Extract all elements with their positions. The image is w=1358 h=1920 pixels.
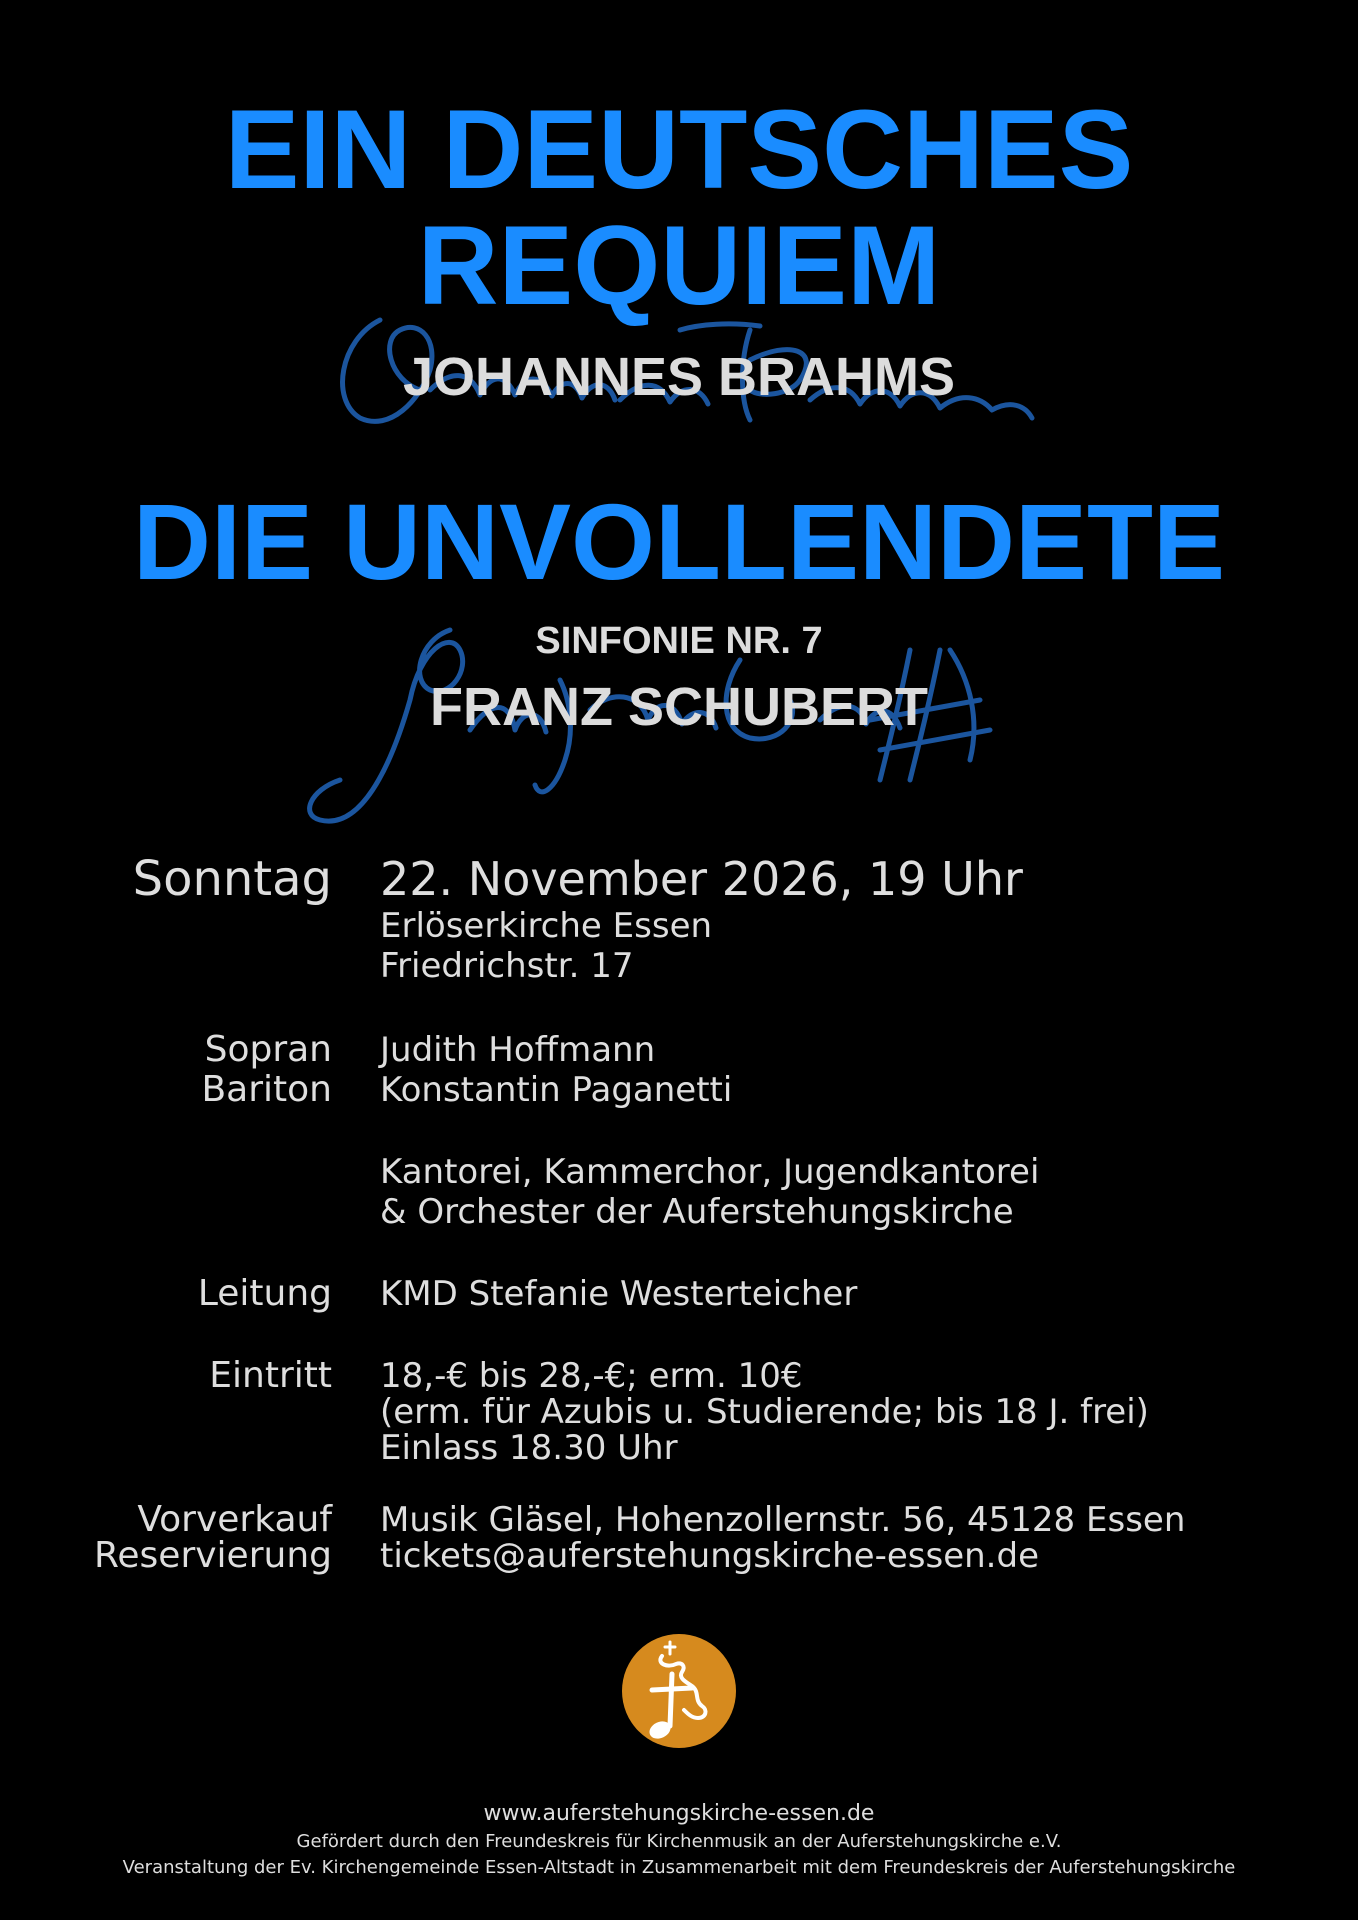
conductor-label: Leitung bbox=[197, 1273, 332, 1314]
admission-price: 18,-€ bis 28,-€; erm. 10€ bbox=[380, 1356, 803, 1396]
reservation-email: tickets@auferstehungskirche-essen.de bbox=[380, 1536, 1039, 1576]
presale-label: Vorverkauf bbox=[137, 1499, 332, 1540]
footer-sponsor: Gefördert durch den Freundeskreis für Kirchenmusik an der Auferstehungskirche e.V. bbox=[296, 1831, 1062, 1852]
baritone-label: Bariton bbox=[201, 1069, 332, 1110]
title-line-1: EIN DEUTSCHES bbox=[224, 87, 1134, 212]
composer-brahms: JOHANNES BRAHMS bbox=[402, 347, 956, 407]
title-unvollendete: DIE UNVOLLENDETE bbox=[132, 481, 1226, 602]
date-value: 22. November 2026, 19 Uhr bbox=[380, 852, 1023, 906]
title-line-2: REQUIEM bbox=[417, 203, 941, 328]
soprano-label: Sopran bbox=[204, 1029, 332, 1070]
footer-website[interactable]: www.auferstehungskirche-essen.de bbox=[483, 1801, 875, 1826]
presale-value: Musik Gläsel, Hohenzollernstr. 56, 45128 Essen bbox=[380, 1500, 1186, 1540]
conductor-name: KMD Stefanie Westerteicher bbox=[380, 1274, 858, 1314]
footer-organizer: Veranstaltung der Ev. Kirchengemeinde Essen-Altstadt in Zusammenarbeit mit dem Freundeskreis der Auferstehungskirche bbox=[122, 1857, 1236, 1878]
baritone-name: Konstantin Paganetti bbox=[380, 1070, 733, 1110]
composer-schubert: FRANZ SCHUBERT bbox=[430, 677, 928, 737]
date-label: Sonntag bbox=[132, 851, 332, 907]
reservation-label: Reservierung bbox=[94, 1535, 332, 1576]
ensemble-line-2: & Orchester der Auferstehungskirche bbox=[380, 1192, 1014, 1232]
venue-name: Erlöserkirche Essen bbox=[380, 906, 713, 946]
admission-doors: Einlass 18.30 Uhr bbox=[380, 1428, 678, 1468]
ensemble-line-1: Kantorei, Kammerchor, Jugendkantorei bbox=[380, 1152, 1040, 1192]
venue-address: Friedrichstr. 17 bbox=[380, 946, 634, 986]
admission-reduced-note: (erm. für Azubis u. Studierende; bis 18 J. frei) bbox=[380, 1392, 1149, 1432]
admission-label: Eintritt bbox=[209, 1355, 332, 1396]
soprano-name: Judith Hoffmann bbox=[380, 1030, 656, 1070]
church-music-logo-icon bbox=[622, 1634, 736, 1748]
work-subtitle: SINFONIE NR. 7 bbox=[535, 620, 823, 662]
